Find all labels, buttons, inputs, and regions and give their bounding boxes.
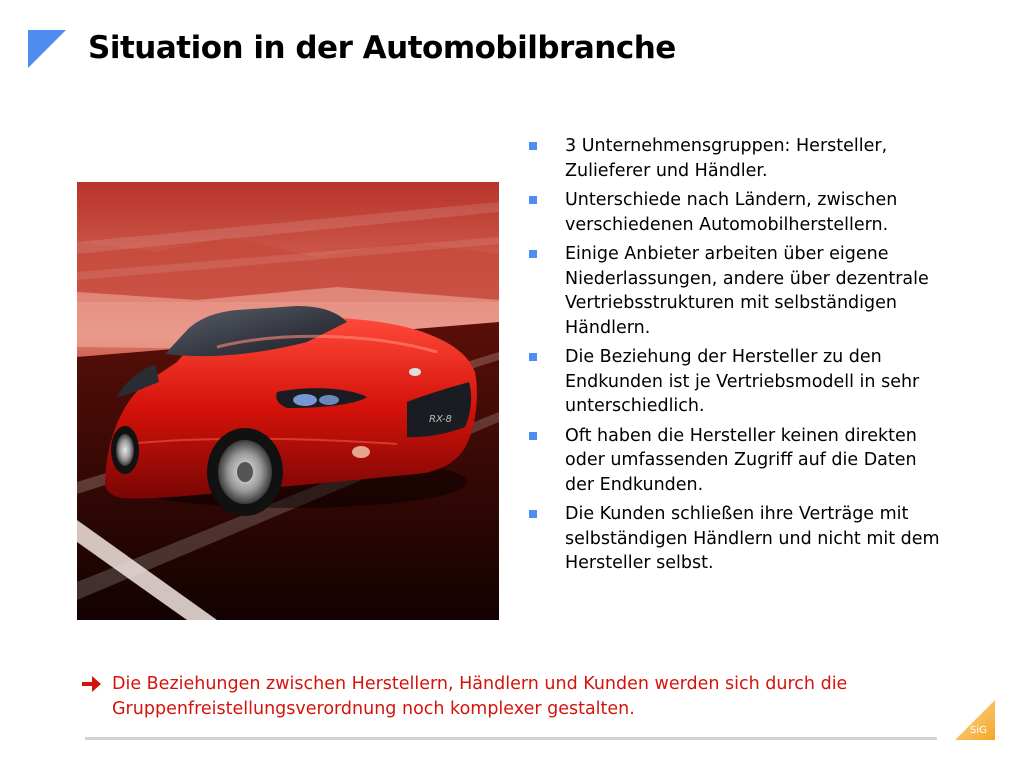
- sig-logo-text: SiG: [970, 725, 987, 736]
- car-photo: [77, 182, 499, 620]
- bullet-item: [527, 134, 947, 183]
- bullet-text: Unterschiede nach Ländern, zwischen verschiedenen Automobilherstellern.: [565, 190, 898, 235]
- corner-triangle-icon: [28, 30, 66, 68]
- square-bullet-icon: [529, 142, 537, 150]
- bullet-text: Oft haben die Hersteller keinen direkten oder umfassenden Zugriff auf die Daten der Endkunden.: [565, 425, 917, 495]
- bullet-text: 3 Unternehmensgruppen: Hersteller, Zulieferer und Händler.: [565, 136, 888, 181]
- square-bullet-icon: [529, 250, 537, 258]
- square-bullet-icon: [529, 432, 537, 440]
- bullet-text: Die Beziehung der Hersteller zu den Endkunden ist je Vertriebsmodell in sehr unterschiedlich.: [565, 347, 920, 416]
- square-bullet-icon: [529, 510, 537, 518]
- square-bullet-icon: [529, 353, 537, 361]
- bullet-item: [527, 188, 947, 237]
- bullet-item: [527, 242, 947, 340]
- bullet-text: Die Kunden schließen ihre Verträge mit selbständigen Händlern und nicht mit dem Hersteller selbst.: [565, 504, 940, 573]
- bullet-list: [527, 134, 947, 581]
- car-badge: RX-8: [429, 414, 452, 425]
- bullet-item: [527, 424, 947, 498]
- footer-divider: [85, 737, 937, 740]
- bullet-text: Einige Anbieter arbeiten über eigene Niederlassungen, andere über dezentrale Vertriebsstrukturen mit selbständigen Händlern.: [565, 244, 929, 338]
- bullet-item: [527, 345, 947, 419]
- slide-title: Situation in der Automobilbranche: [88, 30, 676, 66]
- conclusion-text: Die Beziehungen zwischen Herstellern, Händlern und Kunden werden sich durch die Gruppenfreistellungsverordnung noch komplexer gestalten.: [112, 674, 848, 719]
- arrow-right-icon: [80, 675, 102, 693]
- conclusion: [80, 672, 940, 722]
- bullet-item: [527, 502, 947, 576]
- square-bullet-icon: [529, 196, 537, 204]
